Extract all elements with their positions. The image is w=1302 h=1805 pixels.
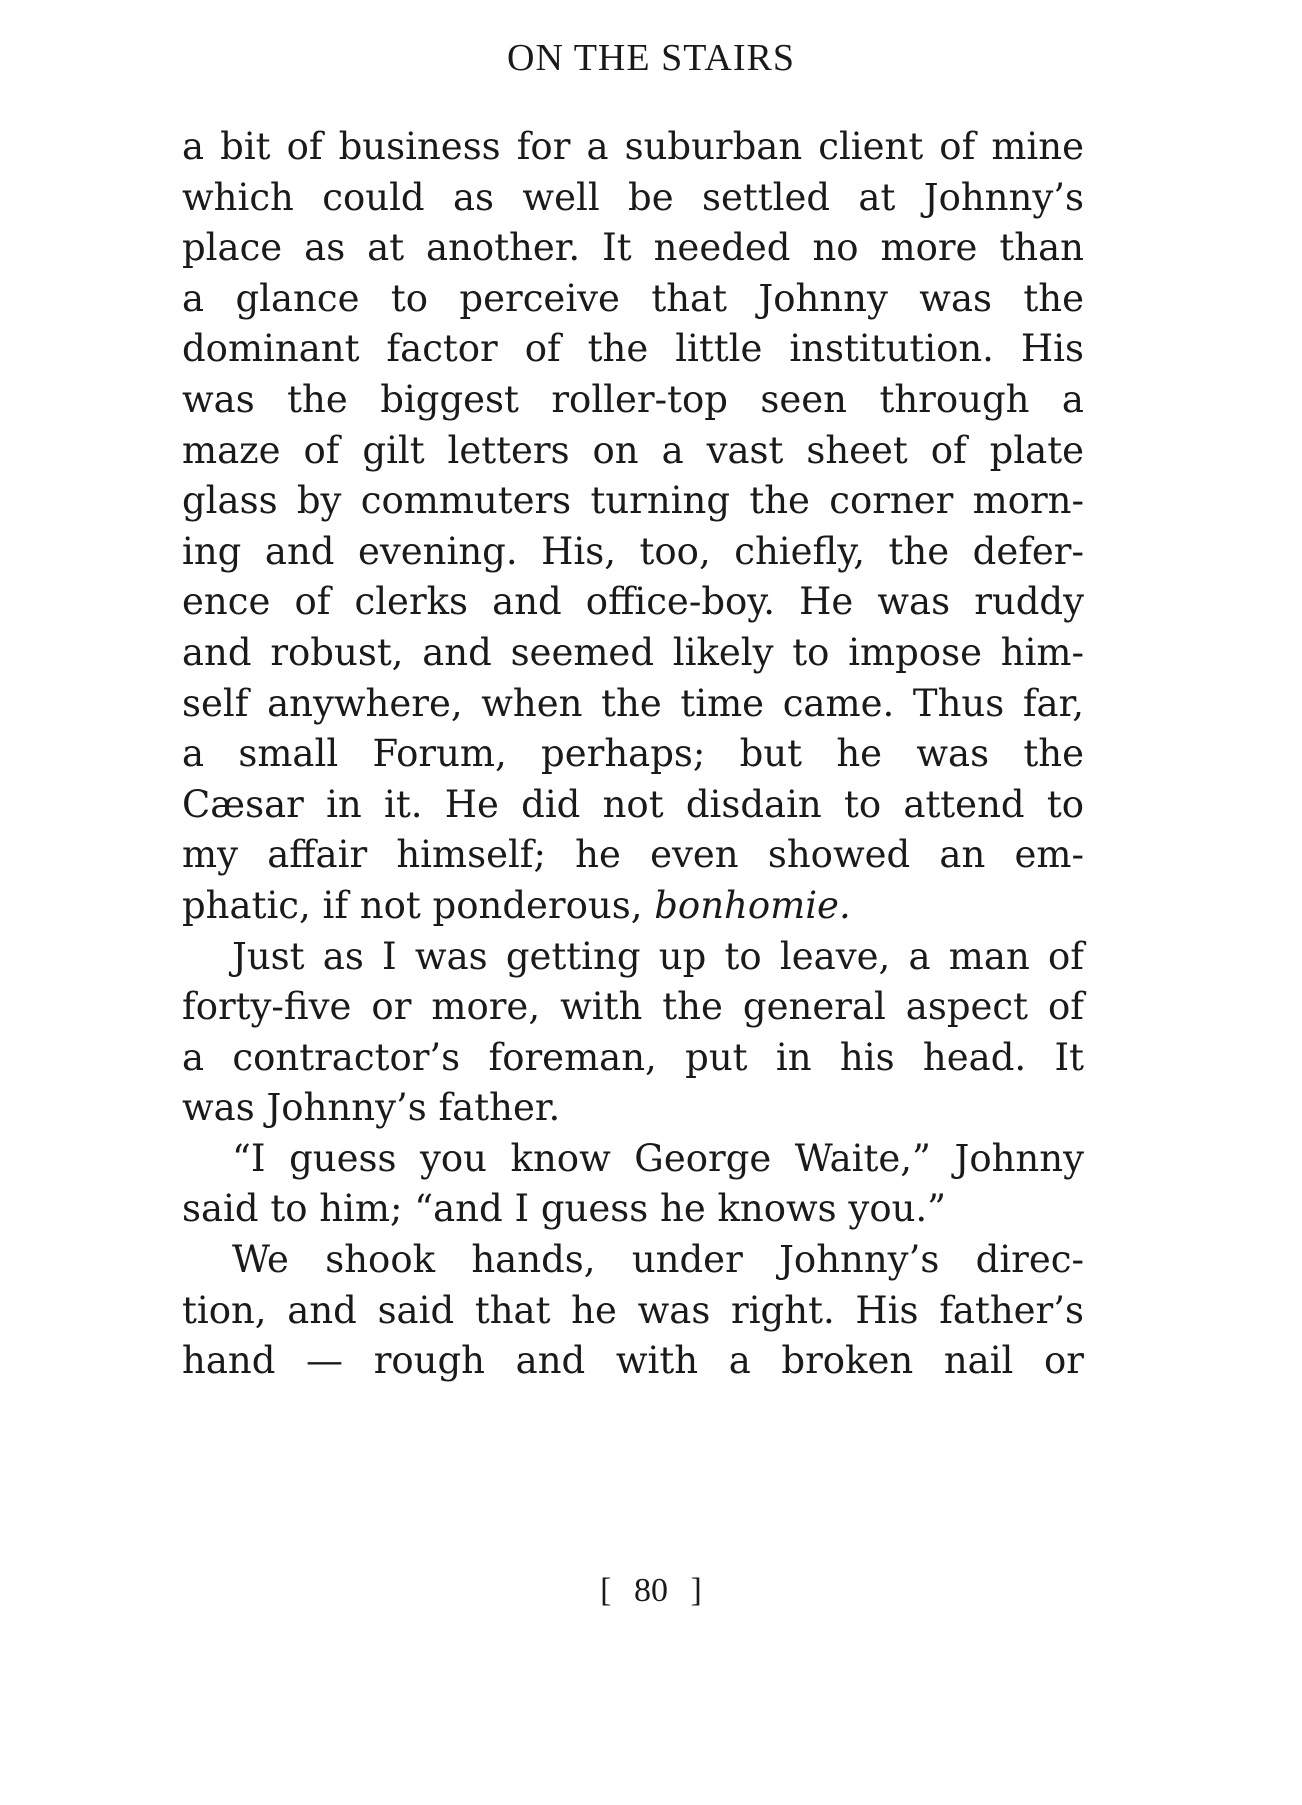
running-head: ON THE STAIRS — [507, 37, 795, 79]
italic-phrase: bonhomie. — [654, 883, 851, 927]
text-line: a glance to perceive that Johnny was the — [182, 276, 1084, 320]
text-line: said to him; “and I guess he knows you.” — [182, 1187, 947, 1231]
text-line: glass by commuters turning the corner morn- — [182, 479, 1084, 523]
page-number: [ 80 ] — [600, 1572, 702, 1609]
text-line: ence of clerks and office-boy. He was ruddy — [182, 580, 1084, 624]
text-line: hand — rough and with a broken nail or — [182, 1339, 1084, 1383]
text-line: my affair himself; he even showed an em- — [182, 833, 1084, 877]
text-line: Cæsar in it. He did not disdain to attend to — [182, 782, 1084, 826]
text-line: dominant factor of the little institution. His — [182, 327, 1084, 371]
text-line: was Johnny’s father. — [182, 1086, 561, 1130]
text-line: place as at another. It needed no more than — [182, 226, 1084, 270]
body-text — [182, 122, 1084, 1387]
text-line: We shook hands, under Johnny’s direc- — [232, 1238, 1084, 1282]
text-line: “I guess you know George Waite,” Johnny — [232, 1136, 1084, 1180]
text-line: a contractor’s foreman, put in his head. It — [182, 1035, 1084, 1079]
text-line: a bit of business for a suburban client of mine — [182, 125, 1084, 168]
text-line: ing and evening. His, too, chiefly, the defer- — [182, 529, 1084, 573]
text-line: which could as well be settled at Johnny’s — [182, 175, 1084, 219]
text-line: tion, and said that he was right. His father’s — [182, 1288, 1084, 1332]
text-line: Just as I was getting up to leave, a man of — [232, 934, 1084, 978]
text-segment: phatic, if not ponderous, — [182, 883, 655, 927]
text-line: and robust, and seemed likely to impose him- — [182, 630, 1084, 674]
text-line: self anywhere, when the time came. Thus far, — [182, 681, 1084, 725]
text-line: maze of gilt letters on a vast sheet of plate — [182, 428, 1084, 472]
text-line: a small Forum, perhaps; but he was the — [182, 732, 1084, 776]
text-line: was the biggest roller-top seen through a — [182, 377, 1084, 421]
text-line: forty-five or more, with the general aspect of — [182, 985, 1084, 1029]
text-line — [182, 881, 1084, 932]
